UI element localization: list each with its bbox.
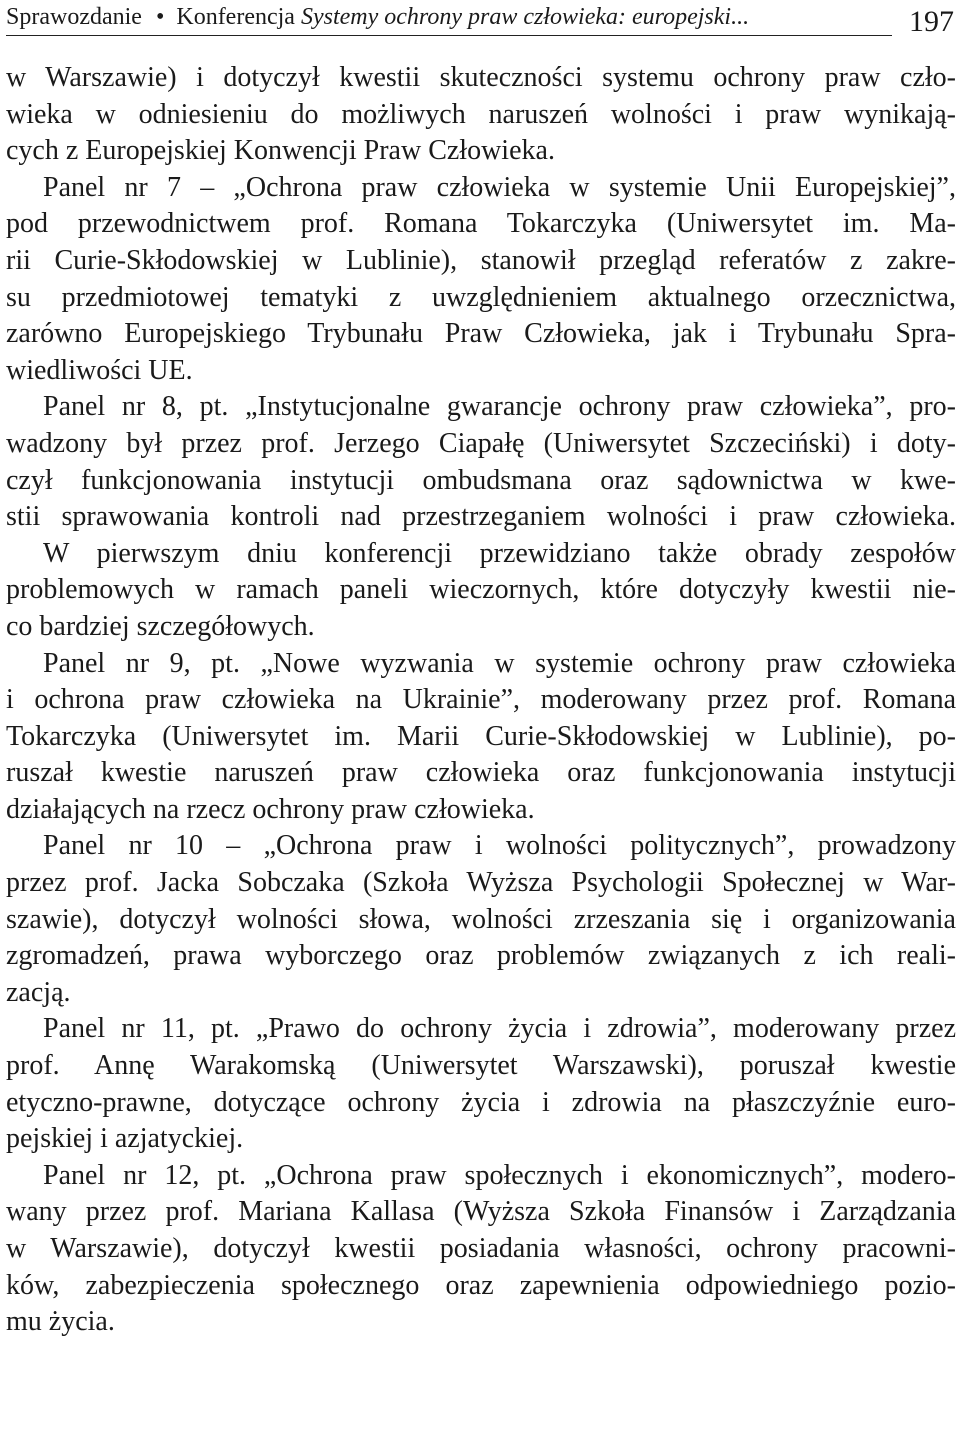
header-rule	[6, 35, 892, 36]
running-header	[6, 0, 956, 40]
text-line: ków, zabezpieczenia społecznego oraz zapewnienia odpowiedniego pozio-	[6, 1269, 956, 1301]
text-line: Tokarczyka (Uniwersytet im. Marii Curie-Skłodowskiej w Lublinie), po-	[6, 720, 956, 752]
text-line: przez prof. Jacka Sobczaka (Szkoła Wyższa Psychologii Społecznej w War-	[6, 867, 956, 899]
text-line: prof. Annę Warakomską (Uniwersytet Warszawski), poruszał kwestie	[6, 1050, 956, 1082]
text-line: mu życia.	[6, 1306, 115, 1338]
text-line: czył funkcjonowania instytucji ombudsmana oraz sądownictwa w kwe-	[6, 464, 956, 496]
text-line: wieka w odniesieniu do możliwych naruszeń wolności i praw wynikają-	[6, 98, 956, 130]
text-line: wiedliwości UE.	[6, 354, 193, 386]
text-line: Panel nr 11, pt. „Prawo do ochrony życia i zdrowia”, moderowany przez	[43, 1013, 956, 1045]
text-line: etyczno-prawne, dotyczące ochrony życia i zdrowia na płaszczyźnie euro-	[6, 1086, 956, 1118]
text-line: stii sprawowania kontroli nad przestrzeganiem wolności i praw człowieka.	[6, 501, 956, 533]
header-bullet: •	[155, 4, 165, 30]
text-line: su przedmiotowej tematyki z uwzględnieniem aktualnego orzecznictwa,	[6, 281, 956, 313]
text-line: zarówno Europejskiego Trybunału Praw Człowieka, jak i Trybunału Spra-	[6, 318, 956, 350]
text-line: Panel nr 10 – „Ochrona praw i wolności politycznych”, prowadzony	[43, 830, 956, 862]
text-line: wadzony był przez prof. Jerzego Ciapałę (Uniwersytet Szczeciński) i doty-	[6, 427, 956, 459]
text-line: cych z Europejskiej Konwencji Praw Człowieka.	[6, 135, 555, 167]
text-line: problemowych w ramach paneli wieczornych, które dotyczyły kwestii nie-	[6, 574, 956, 606]
running-header-text	[6, 2, 749, 32]
page-number: 197	[909, 5, 954, 38]
body-text	[6, 60, 956, 1341]
header-section: Sprawozdanie	[6, 4, 142, 30]
text-line: Panel nr 7 – „Ochrona praw człowieka w systemie Unii Europejskiej”,	[43, 171, 956, 203]
text-line: działających na rzecz ochrony praw człowieka.	[6, 793, 535, 825]
text-line: rii Curie-Skłodowskiej w Lublinie), stanowił przegląd referatów z zakre-	[6, 244, 956, 276]
text-line: Panel nr 9, pt. „Nowe wyzwania w systemie ochrony praw człowieka	[43, 647, 956, 679]
text-line: Panel nr 8, pt. „Instytucjonalne gwarancje ochrony praw człowieka”, pro-	[43, 391, 956, 423]
text-line: Panel nr 12, pt. „Ochrona praw społecznych i ekonomicznych”, modero-	[43, 1159, 956, 1191]
text-line: pejskiej i azjatyckiej.	[6, 1123, 244, 1155]
text-line: zgromadzeń, prawa wyborczego oraz problemów związanych z ich reali-	[6, 940, 956, 972]
text-line: co bardziej szczegółowych.	[6, 610, 315, 642]
header-title-italic: Systemy ochrony praw człowieka: europejski...	[300, 4, 750, 30]
text-line: wany przez prof. Mariana Kallasa (Wyższa Szkoła Finansów i Zarządzania	[6, 1196, 956, 1228]
text-line: w Warszawie), dotyczył kwestii posiadania własności, ochrony pracowni-	[6, 1233, 956, 1264]
text-line: ruszał kwestie naruszeń praw człowieka oraz funkcjonowania instytucji	[6, 757, 956, 789]
text-line: pod przewodnictwem prof. Romana Tokarczyka (Uniwersytet im. Ma-	[6, 208, 956, 240]
header-title-prefix: Konferencja	[176, 4, 301, 30]
text-line: W pierwszym dniu konferencji przewidziano także obrady zespołów	[43, 537, 956, 569]
text-line: szawie), dotyczył wolności słowa, wolności zrzeszania się i organizowania	[6, 903, 956, 935]
text-line: i ochrona praw człowieka na Ukrainie”, moderowany przez prof. Romana	[6, 684, 956, 716]
text-line: w Warszawie) i dotyczył kwestii skuteczności systemu ochrony praw czło-	[6, 62, 956, 93]
text-line: zacją.	[6, 976, 71, 1008]
